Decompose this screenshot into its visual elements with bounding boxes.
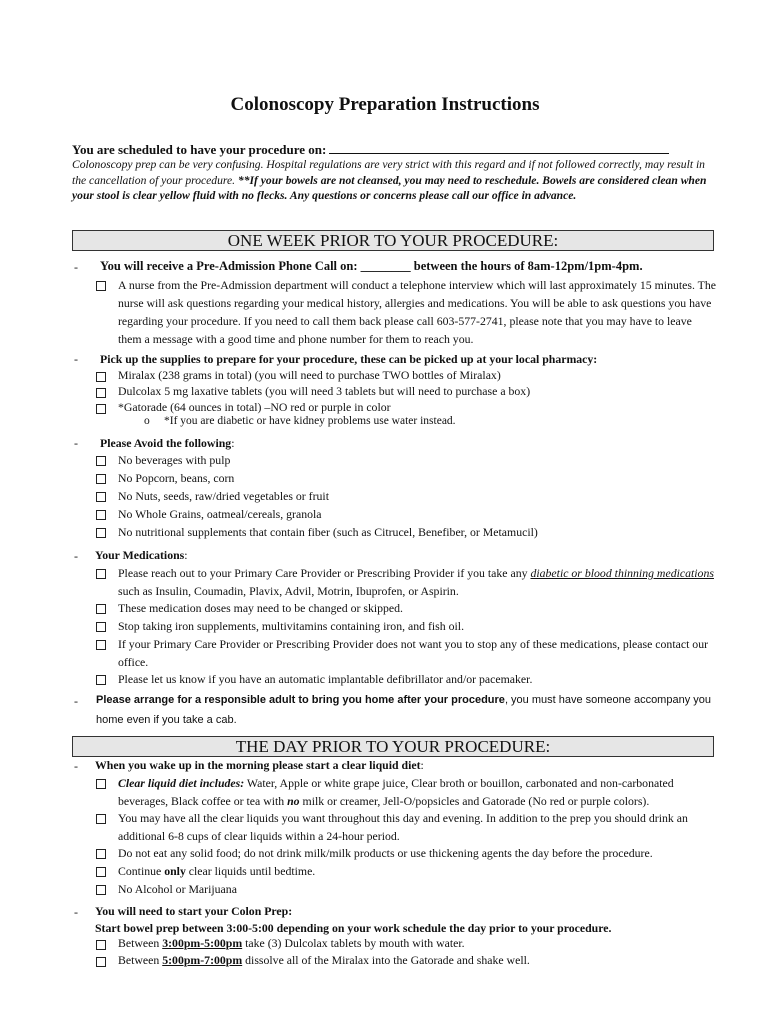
- dash-bullet: -: [74, 436, 78, 450]
- medication-item: These medication doses may need to be changed or skipped.: [118, 601, 404, 615]
- medications-colon: :: [184, 548, 188, 562]
- avoid-heading-label: Please Avoid the following: [100, 436, 232, 450]
- clear-text-b: milk or creamer, Jell-O/popsicles and Gatorade (No red or purple colors).: [299, 794, 650, 808]
- colon-prep-subheading: Start bowel prep between 3:00-5:00 depending on your work schedule the day prior to your procedure.: [95, 921, 612, 935]
- checkbox-icon: [96, 492, 106, 502]
- avoid-item: No nutritional supplements that contain fiber (such as Citrucel, Benefiber, or Metamucil): [118, 525, 538, 539]
- medication-item: If your Primary Care Provider or Prescribing Provider does not want you to stop any of these medications, please contact our office.: [118, 637, 709, 669]
- checkbox-icon: [96, 867, 106, 877]
- checkbox-icon: [96, 604, 106, 614]
- continue-b: clear liquids until bedtime.: [185, 864, 316, 878]
- avoid-colon: :: [231, 436, 235, 450]
- step2-text: dissolve all of the Miralax into the Gatorade and shake well.: [242, 953, 530, 967]
- medication-item: Stop taking iron supplements, multivitamins containing iron, and fish oil.: [118, 619, 465, 633]
- dash-bullet: -: [74, 260, 78, 274]
- scheduled-label: You are scheduled to have your procedure on:: [72, 142, 327, 157]
- liquids-item: You may have all the clear liquids you want throughout this day and evening. In addition to the prep you should drink an additional 6-8 cups of clear liquids within a 24-hour period.: [118, 811, 688, 843]
- no-alcohol-item: No Alcohol or Marijuana: [118, 882, 237, 896]
- medication-item: Please let us know if you have an automatic implantable defibrillator and/or pacemaker.: [118, 672, 533, 686]
- checkbox-icon: [96, 528, 106, 538]
- checkbox-icon: [96, 569, 106, 579]
- avoid-heading: [100, 436, 234, 451]
- avoid-item: No Popcorn, beans, corn: [118, 471, 235, 485]
- dash-bullet: -: [74, 549, 78, 563]
- checkbox-icon: [96, 372, 106, 382]
- checkbox-icon: [96, 779, 106, 789]
- colon-prep-heading: You will need to start your Colon Prep:: [95, 904, 293, 918]
- checkbox-icon: [96, 940, 106, 950]
- avoid-item: No beverages with pulp: [118, 453, 231, 467]
- continue-item: [118, 862, 718, 880]
- supply-item: *Gatorade (64 ounces in total) –NO red or purple in color: [118, 400, 391, 414]
- checkbox-icon: [96, 675, 106, 685]
- clear-liquid-label: Clear liquid diet includes:: [118, 776, 245, 790]
- supply-item: Miralax (238 grams in total) (you will need to purchase TWO bottles of Miralax): [118, 368, 501, 382]
- checkbox-icon: [96, 474, 106, 484]
- dash-bullet: -: [74, 759, 78, 773]
- checkbox-icon: [96, 640, 106, 650]
- day-banner: [72, 736, 714, 757]
- supplies-heading: Pick up the supplies to prepare for your procedure, these can be picked up at your local pharmacy:: [100, 352, 598, 366]
- checkbox-icon: [96, 885, 106, 895]
- phone-call-heading: You will receive a Pre-Admission Phone Call on: ________ between the hours of 8am-12pm/1pm-4pm.: [100, 259, 643, 273]
- page-title: Colonoscopy Preparation Instructions: [230, 94, 540, 115]
- dulcolax-step: [118, 936, 718, 951]
- miralax-step: [118, 953, 718, 968]
- step1-text: take (3) Dulcolax tablets by mouth with water.: [242, 936, 465, 950]
- time-window-2: 5:00pm-7:00pm: [162, 953, 243, 967]
- wake-heading: [95, 758, 424, 773]
- phone-call-item: A nurse from the Pre-Admission department will conduct a telephone interview which will last approximately 15 minutes. The nurse will ask questions regarding your medical history, allergies and medications. You will be able to ask questions you have regarding your procedure. If you need to call them back please call 603-577-2741, please note that you may have to leave them a message with a good time and phone number for them to reach you.: [118, 278, 717, 346]
- medications-heading: [95, 548, 188, 563]
- wake-colon: :: [420, 758, 424, 772]
- date-blank: [329, 142, 669, 154]
- scheduled-line: [72, 142, 669, 158]
- wake-heading-label: When you wake up in the morning please start a clear liquid diet: [95, 758, 421, 772]
- week-banner: [72, 230, 714, 251]
- week-banner-label: ONE WEEK PRIOR TO YOUR PROCEDURE:: [227, 231, 559, 250]
- no-solid-item: Do not eat any solid food; do not drink milk/milk products or use thickening agents the day before the procedure.: [118, 846, 653, 860]
- checkbox-icon: [96, 622, 106, 632]
- checkbox-icon: [96, 281, 106, 291]
- checkbox-icon: [96, 849, 106, 859]
- responsible-adult-note: [96, 690, 726, 730]
- blood-thinning-link: diabetic or blood thinning medications: [530, 566, 714, 580]
- dash-bullet: -: [74, 694, 78, 708]
- sub-bullet-icon: o: [144, 415, 150, 427]
- dash-bullet: -: [74, 905, 78, 919]
- med-text-a: Please reach out to your Primary Care Provider or Prescribing Provider if you take any: [118, 566, 531, 580]
- between-label: Between: [118, 953, 163, 967]
- adult-rest: , you must have someone accompany you home even if you take a cab.: [96, 694, 711, 726]
- checkbox-icon: [96, 456, 106, 466]
- checkbox-icon: [96, 404, 106, 414]
- checkbox-icon: [96, 510, 106, 520]
- clear-liquid-item: [118, 774, 718, 810]
- continue-only: only: [164, 864, 186, 878]
- medications-heading-label: Your Medications: [95, 548, 185, 562]
- day-banner-label: THE DAY PRIOR TO YOUR PROCEDURE:: [235, 737, 551, 756]
- supply-item: Dulcolax 5 mg laxative tablets (you will need 3 tablets but will need to purchase a box): [118, 384, 531, 398]
- continue-a: Continue: [118, 864, 165, 878]
- adult-bold: Please arrange for a responsible adult to bring you home after your procedure: [96, 694, 505, 706]
- supply-subnote: *If you are diabetic or have kidney problems use water instead.: [164, 415, 456, 427]
- time-window-1: 3:00pm-5:00pm: [162, 936, 243, 950]
- medication-item: [118, 564, 718, 600]
- clear-no: no: [287, 794, 300, 808]
- checkbox-icon: [96, 814, 106, 824]
- checkbox-icon: [96, 388, 106, 398]
- avoid-item: No Whole Grains, oatmeal/cereals, granola: [118, 507, 322, 521]
- dash-bullet: -: [74, 352, 78, 366]
- checkbox-icon: [96, 957, 106, 967]
- med-text-b: such as Insulin, Coumadin, Plavix, Advil, Motrin, Ibuprofen, or Aspirin.: [118, 584, 459, 598]
- clear-text-a: Water, Apple or white grape juice, Clear broth or bouillon, carbonated and non-carbonated beverages, Black coffee or tea with: [118, 776, 674, 808]
- intro-italic: Colonoscopy prep can be very confusing. Hospital regulations are very strict with this regard and if not followed correctly, may result in the cancellation of your procedure.: [72, 158, 705, 187]
- intro-paragraph: [72, 157, 720, 204]
- intro-bold: **If your bowels are not cleansed, you may need to reschedule. Bowels are considered clean when your stool is clear yellow fluid with no flecks. Any questions or concerns please call our office in advance.: [72, 173, 707, 202]
- avoid-item: No Nuts, seeds, raw/dried vegetables or fruit: [118, 489, 329, 503]
- between-label: Between: [118, 936, 163, 950]
